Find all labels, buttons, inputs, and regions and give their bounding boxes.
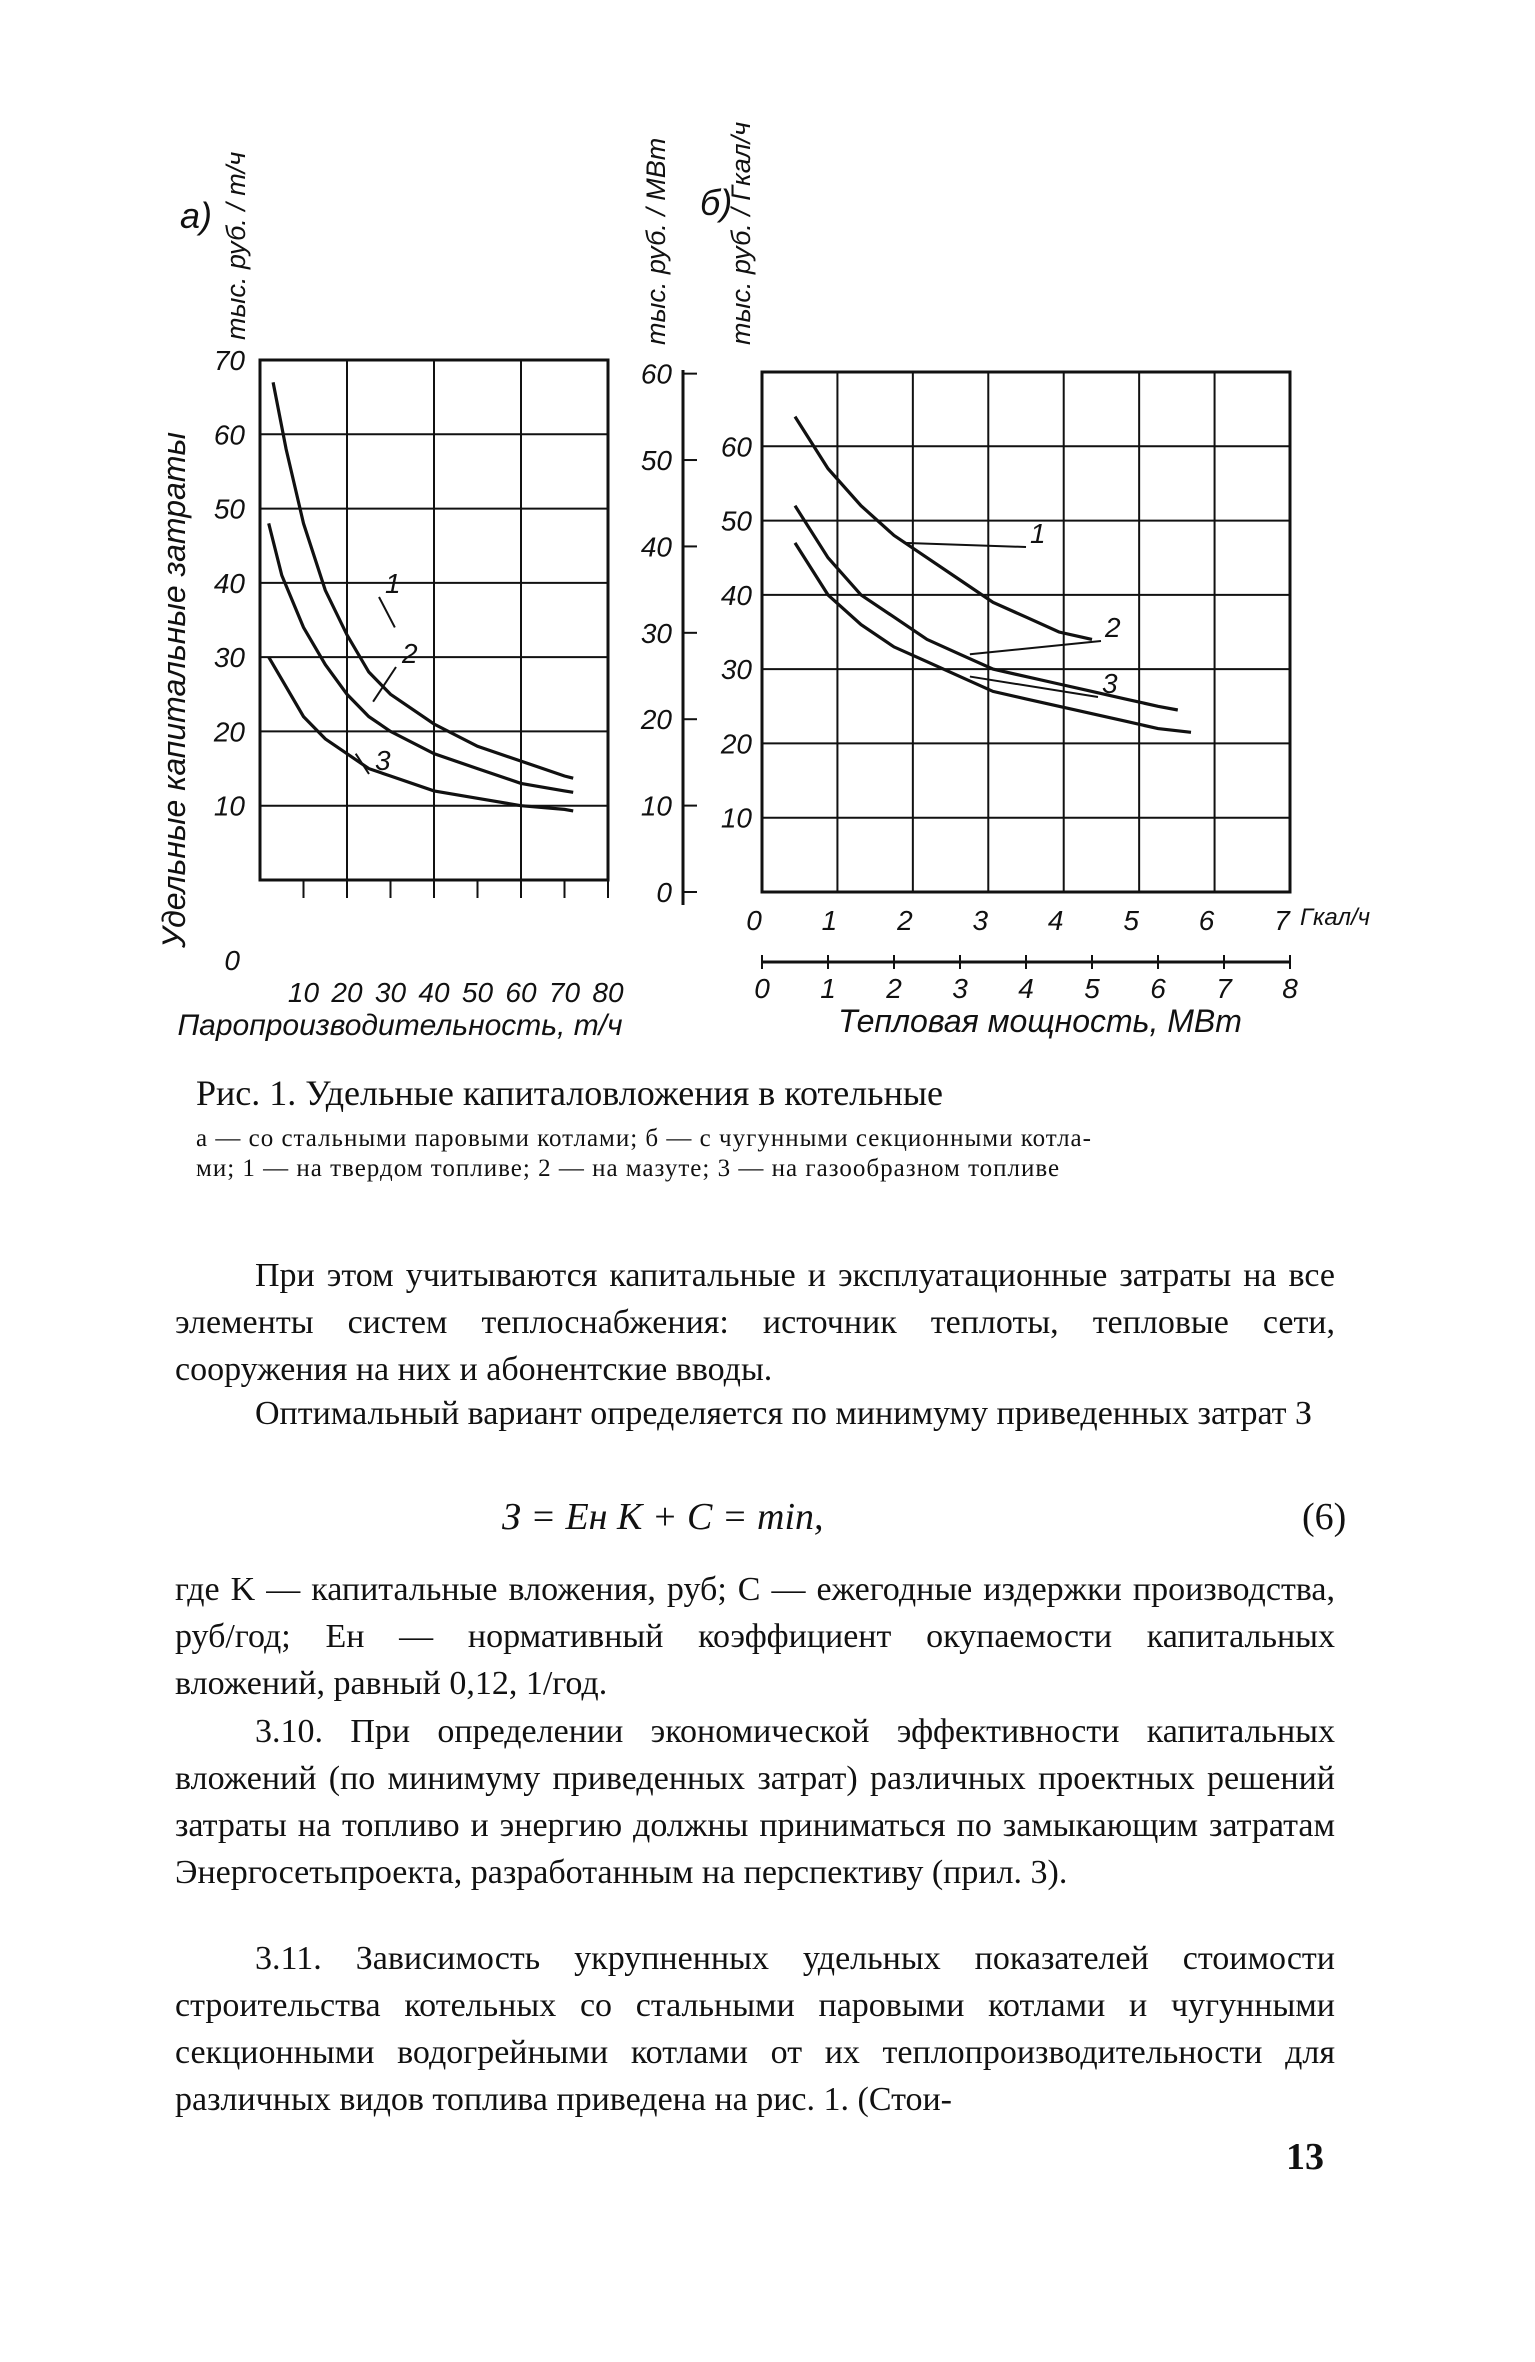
tick-label-y-b-left: 40 <box>640 531 672 563</box>
figure-1 <box>0 0 1535 1060</box>
y-unit-label-b-right: тыс. руб. / Гкал/ч <box>726 121 756 345</box>
series-line-a-1 <box>273 382 573 778</box>
x-unit-label-b-gcal: Гкал/ч <box>1300 904 1371 931</box>
tick-label-x-a: 70 <box>548 977 581 1008</box>
tick-label-x-b-mwt: 3 <box>952 973 968 1004</box>
tick-label-x-b-gcal: 2 <box>897 905 913 936</box>
y-ticks-a <box>213 345 246 976</box>
tick-label-x-a: 50 <box>461 977 494 1008</box>
tick-label-y-b-right: 60 <box>720 431 752 463</box>
y-axis-title-a: Удельные капитальные затраты <box>156 431 192 949</box>
tick-label-x-b-gcal: 0 <box>746 905 762 936</box>
tick-label-y-b-left: 20 <box>640 704 672 736</box>
tick-label-y-a: 30 <box>213 642 245 674</box>
series-group-b <box>795 417 1191 733</box>
x-ticks-b-gcal <box>746 904 1370 936</box>
tick-label-y-a: 50 <box>213 493 245 525</box>
x-ticks-a <box>288 880 624 1008</box>
x-axis-title-a: Паропроизводительность, т/ч <box>177 1009 623 1042</box>
tick-label-y-a: 0 <box>224 945 240 976</box>
tick-label-x-b-mwt: 4 <box>1018 973 1034 1004</box>
tick-label-x-b-gcal: 3 <box>972 905 989 936</box>
tick-label-y-b-left: 10 <box>640 790 672 822</box>
y-unit-label-a: тыс. руб. / т/ч <box>221 151 251 340</box>
series-line-a-3 <box>269 657 574 811</box>
paragraph-2: Оптимальный вариант определяется по минимуму приведенных затрат З <box>255 1395 1313 1432</box>
tick-label-x-a: 60 <box>505 977 537 1008</box>
tick-label-y-a: 10 <box>213 790 245 822</box>
paragraph-3-11: 3.11. Зависимость укрупненных удельных показателей стоимости строительства котельных со стальными паровыми котлами и чугунными секционными водогрейными котлами от их теплопроизводительности для различных видов топлива приведена на рис. 1. (Стои- <box>175 1940 1335 2118</box>
panel-label-b: б) <box>700 182 733 223</box>
tick-label-y-b-left: 60 <box>640 358 672 390</box>
y-unit-label-b-left: тыс. руб. / МВт <box>641 137 671 345</box>
tick-label-x-a: 10 <box>287 977 320 1008</box>
grid-b <box>762 372 1290 892</box>
page-number: 13 <box>1286 2136 1324 2178</box>
tick-label-y-b-right: 40 <box>720 579 752 611</box>
tick-label-x-b-mwt: 6 <box>1150 973 1166 1004</box>
formula-expression: З = Eн K + C = min, <box>502 1496 824 1538</box>
tick-label-y-b-right: 10 <box>720 802 752 834</box>
tick-label-y-b-right: 20 <box>720 728 752 760</box>
tick-label-y-a: 40 <box>213 567 245 599</box>
figure-legend-line: а — со стальными паровыми котлами; б — с чугунными секционными котла- <box>196 1125 1092 1152</box>
panel-label-a: а) <box>180 195 213 236</box>
tick-label-x-b-mwt: 8 <box>1282 973 1298 1004</box>
y-ticks-b-right <box>720 431 753 833</box>
chart-panel-b <box>640 122 1370 1039</box>
series-label-a-1: 1 <box>385 568 401 599</box>
figure-caption-title: Рис. 1. Удельные капиталовложения в котельные <box>196 1073 943 1113</box>
tick-label-x-a: 30 <box>374 977 407 1008</box>
tick-label-y-a: 20 <box>213 716 245 748</box>
tick-label-x-b-mwt: 1 <box>820 973 836 1004</box>
tick-label-x-b-mwt: 7 <box>1216 973 1232 1004</box>
tick-label-y-b-left: 50 <box>640 445 672 477</box>
tick-label-y-b-right: 30 <box>720 654 752 686</box>
series-label-b-2: 2 <box>1105 612 1121 643</box>
y-ticks-b-left <box>640 359 697 908</box>
figure-legend-line: ми; 1 — на твердом топливе; 2 — на мазуте; 3 — на газообразном топливе <box>196 1155 1061 1182</box>
tick-label-x-b-gcal: 5 <box>1123 905 1139 936</box>
series-label-b-3: 3 <box>1102 668 1118 699</box>
series-leader-b <box>904 543 1026 547</box>
tick-label-y-b-left: 30 <box>640 617 672 649</box>
chart-panel-a <box>156 152 624 1042</box>
tick-label-x-b-mwt: 5 <box>1084 973 1100 1004</box>
tick-label-y-a: 70 <box>213 345 245 376</box>
series-leader-a <box>379 597 395 627</box>
tick-label-x-b-mwt: 2 <box>886 973 902 1004</box>
series-leader-a <box>356 754 369 774</box>
tick-label-x-b-gcal: 1 <box>821 905 838 936</box>
tick-label-x-b-mwt: 0 <box>754 973 770 1004</box>
series-label-b-1: 1 <box>1030 518 1046 549</box>
tick-label-x-a: 20 <box>331 977 363 1008</box>
tick-label-y-a: 60 <box>213 419 245 451</box>
figure-caption-legend <box>196 1124 1346 1184</box>
series-line-b-3 <box>795 543 1191 732</box>
paragraph-3-10: 3.10. При определении экономической эффективности капитальных вложений (по минимуму приведенных затрат) различных проектных решений затраты на топливо и энергию должны приниматься по замыкающим затратам Энергосетьпроекта, разработанным на перспективу (прил. 3). <box>175 1713 1335 1891</box>
tick-label-x-a: 40 <box>418 977 450 1008</box>
grid-a <box>260 360 608 880</box>
tick-label-y-b-right: 50 <box>720 505 752 537</box>
x-axis-title-b: Тепловая мощность, МВт <box>838 1003 1242 1039</box>
tick-label-x-b-gcal: 6 <box>1198 905 1215 936</box>
tick-label-y-b-left: 0 <box>656 877 672 908</box>
paragraph-3: где K — капитальные вложения, руб; C — ежегодные издержки производства, руб/год; Eн — нормативный коэффициент окупаемости капитальных вложений, равный 0,12, 1/год. <box>175 1571 1335 1702</box>
series-leader-b <box>970 641 1101 654</box>
tick-label-x-a: 80 <box>592 977 624 1008</box>
formula-number: (6) <box>1302 1496 1347 1538</box>
tick-label-x-b-gcal: 4 <box>1047 905 1064 936</box>
tick-label-x-b-gcal: 7 <box>1274 905 1290 936</box>
paragraph-1: При этом учитываются капитальные и эксплуатационные затраты на все элементы систем теплоснабжения: источник теплоты, тепловые сети, сооружения на них и абонентские вводы. <box>175 1257 1335 1388</box>
series-label-a-3: 3 <box>375 745 391 776</box>
series-group-a <box>269 382 574 811</box>
plot-frame-b <box>762 372 1290 892</box>
series-label-a-2: 2 <box>402 638 418 669</box>
